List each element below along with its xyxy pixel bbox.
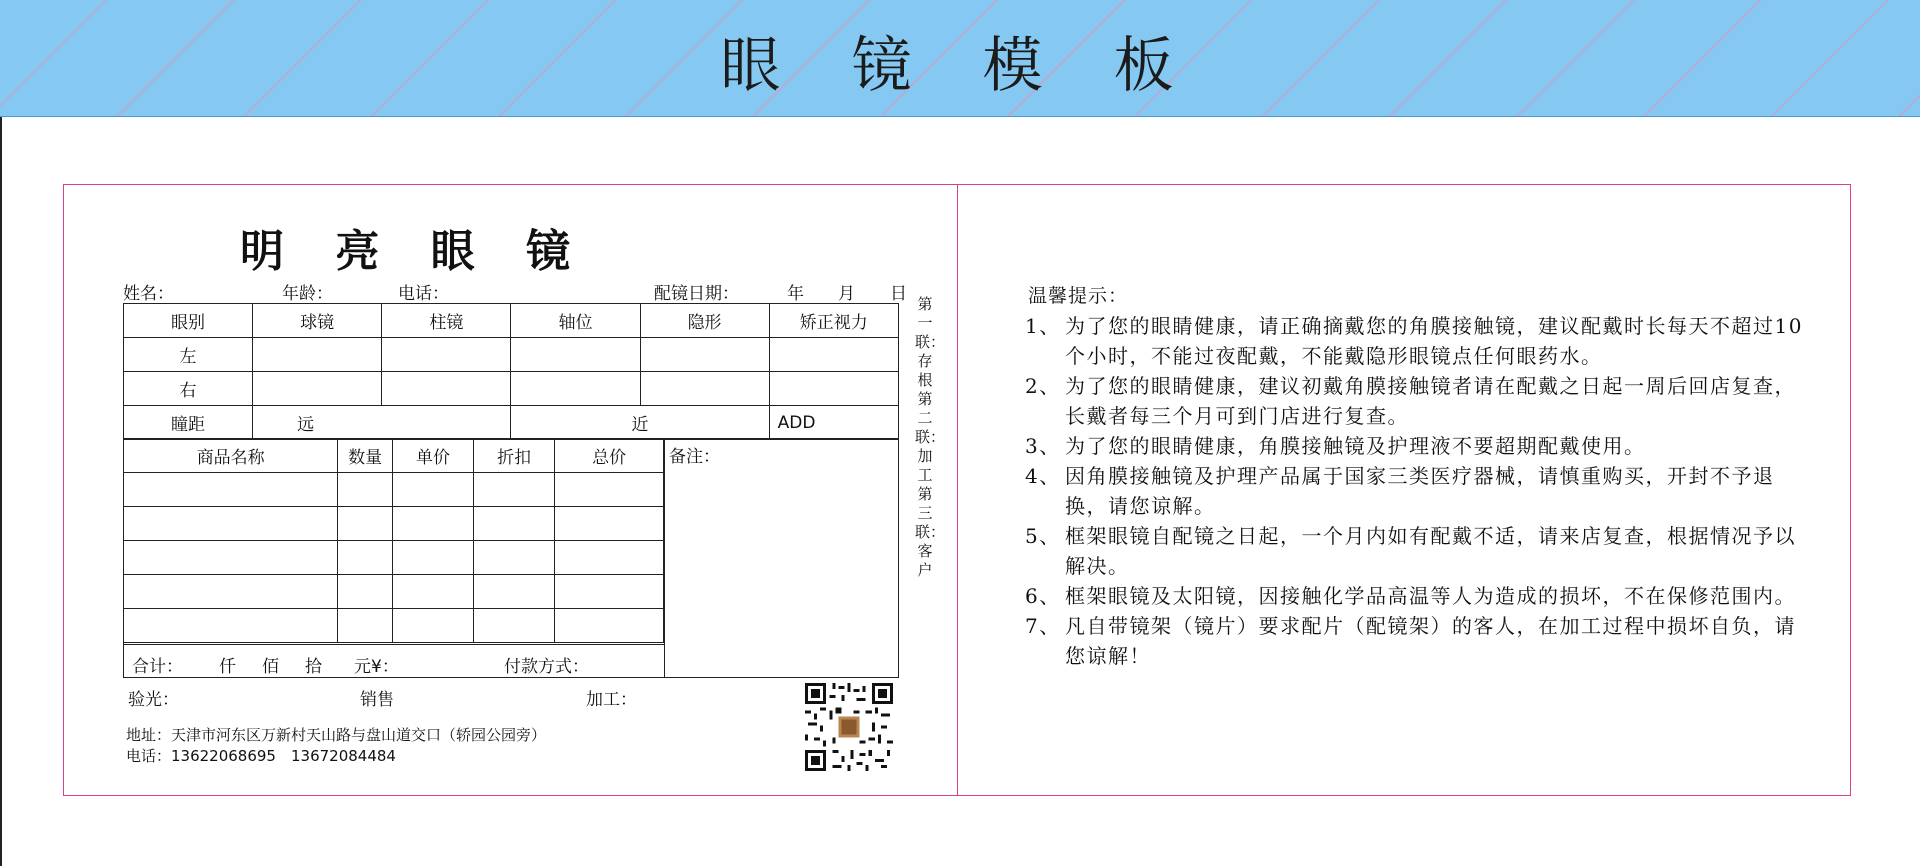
rx-header-cell: 柱镜	[382, 304, 511, 338]
shi-label: 拾	[305, 657, 322, 677]
yuan-label: 元¥：	[354, 657, 399, 677]
month-label: 月	[838, 284, 855, 304]
rx-cell[interactable]	[253, 372, 382, 406]
rx-header-cell: 眼别	[124, 304, 253, 338]
goods-cell[interactable]	[474, 473, 555, 507]
goods-cell[interactable]	[474, 507, 555, 541]
tip-text: 为了您的眼睛健康，建议初戴角膜接触镜者请在配戴之日起一周后回店复查，长戴者每三个月可到门店进行复查。	[1065, 374, 1796, 428]
pd-label: 瞳距	[124, 406, 253, 440]
tip-item	[1025, 521, 1815, 581]
tip-text: 框架眼镜自配镜之日起，一个月内如有配戴不适，请来店复查，根据情况予以解决。	[1065, 524, 1796, 578]
goods-header-cell: 商品名称	[124, 439, 338, 473]
copies-vertical-label: 第一联：存根 第二联：加工 第三联：客户	[915, 295, 946, 579]
total-label: 合计：	[132, 657, 183, 677]
bai-label: 佰	[262, 657, 279, 677]
tip-item	[1025, 371, 1815, 431]
goods-cell[interactable]	[474, 541, 555, 575]
pd-far-label: 远	[253, 406, 511, 440]
rx-cell[interactable]	[769, 338, 898, 372]
tip-number: 1、	[1025, 314, 1061, 338]
goods-cell[interactable]	[392, 541, 473, 575]
goods-cell[interactable]	[392, 507, 473, 541]
goods-cell[interactable]	[338, 609, 393, 643]
goods-cell[interactable]	[392, 609, 473, 643]
payment-label: 付款方式：	[504, 657, 589, 677]
goods-cell[interactable]	[474, 609, 555, 643]
tip-text: 因角膜接触镜及护理产品属于国家三类医疗器械，请慎重购买，开封不予退换，请您谅解。	[1065, 464, 1775, 518]
tip-number: 5、	[1025, 524, 1061, 548]
rx-eye-label: 左	[124, 338, 253, 372]
remarks-label: 备注：	[669, 447, 720, 467]
rx-header-cell: 矫正视力	[769, 304, 898, 338]
tip-text: 为了您的眼睛健康，角膜接触镜及护理液不要超期配戴使用。	[1065, 434, 1646, 458]
shop-name: 明 亮 眼 镜	[240, 226, 588, 277]
address: 地址：天津市河东区万新村天山路与盘山道交口（轿园公园旁）	[126, 726, 547, 744]
goods-cell[interactable]	[555, 473, 664, 507]
goods-cell[interactable]	[555, 609, 664, 643]
optometry-label: 验光：	[128, 690, 179, 710]
goods-cell[interactable]	[474, 575, 555, 609]
goods-section	[123, 438, 899, 678]
goods-row	[124, 473, 664, 507]
tips-title: 温馨提示：	[1028, 285, 1129, 307]
tip-item	[1025, 581, 1815, 611]
goods-header-cell: 数量	[338, 439, 393, 473]
rx-cell[interactable]	[769, 372, 898, 406]
goods-row	[124, 609, 664, 643]
date-label: 配镜日期：	[654, 284, 739, 304]
goods-cell[interactable]	[124, 473, 338, 507]
tip-number: 3、	[1025, 434, 1061, 458]
tip-text: 凡自带镜架（镜片）要求配片（配镜架）的客人，在加工过程中损坏自负，请您谅解！	[1065, 614, 1796, 668]
goods-cell[interactable]	[392, 473, 473, 507]
goods-table	[123, 438, 664, 643]
header-banner	[0, 0, 1920, 117]
goods-cell[interactable]	[338, 507, 393, 541]
goods-cell[interactable]	[555, 507, 664, 541]
rx-cell[interactable]	[511, 338, 640, 372]
day-label: 日	[890, 284, 907, 304]
rx-cell[interactable]	[382, 338, 511, 372]
banner-title: 眼 镜 模 板	[720, 31, 1200, 101]
rx-header-cell: 球镜	[253, 304, 382, 338]
goods-header-cell: 折扣	[474, 439, 555, 473]
rx-row-right	[124, 372, 899, 406]
goods-cell[interactable]	[338, 541, 393, 575]
rx-row-left	[124, 338, 899, 372]
tip-number: 7、	[1025, 614, 1061, 638]
tip-text: 框架眼镜及太阳镜，因接触化学品高温等人为造成的损坏，不在保修范围内。	[1065, 584, 1796, 608]
goods-header-cell: 总价	[555, 439, 664, 473]
sales-label: 销售	[360, 690, 394, 710]
phone-label: 电话：	[398, 284, 449, 304]
rx-cell[interactable]	[640, 338, 769, 372]
tip-item	[1025, 311, 1815, 371]
rx-row-pd	[124, 406, 899, 440]
name-label: 姓名：	[123, 284, 174, 304]
goods-cell[interactable]	[124, 575, 338, 609]
rx-cell[interactable]	[511, 372, 640, 406]
pd-near-label: 近	[511, 406, 769, 440]
tip-number: 4、	[1025, 464, 1061, 488]
age-label: 年龄：	[282, 284, 333, 304]
tips-list	[1025, 311, 1815, 671]
rx-header-cell: 隐形	[640, 304, 769, 338]
prescription-card	[63, 184, 958, 796]
add-label: ADD	[769, 406, 898, 440]
phone-numbers: 电话：13622068695 13672084484	[126, 747, 396, 765]
total-row	[124, 644, 664, 679]
tip-number: 6、	[1025, 584, 1061, 608]
tip-text: 为了您的眼睛健康，请正确摘戴您的角膜接触镜，建议配戴时长每天不超过10个小时，不能过夜配戴，不能戴隐形眼镜点任何眼药水。	[1065, 314, 1803, 368]
processing-label: 加工：	[586, 690, 637, 710]
goods-header-row	[124, 439, 664, 473]
goods-cell[interactable]	[124, 609, 338, 643]
rx-header-row	[124, 304, 899, 338]
rx-eye-label: 右	[124, 372, 253, 406]
goods-header-cell: 单价	[392, 439, 473, 473]
qr-code	[805, 683, 893, 771]
goods-cell[interactable]	[124, 541, 338, 575]
year-label: 年	[787, 284, 804, 304]
goods-cell[interactable]	[392, 575, 473, 609]
qian-label: 仟	[219, 657, 236, 677]
goods-row	[124, 575, 664, 609]
goods-row	[124, 541, 664, 575]
goods-row	[124, 507, 664, 541]
tips-panel	[957, 184, 1851, 796]
goods-cell[interactable]	[338, 575, 393, 609]
goods-cell[interactable]	[124, 507, 338, 541]
rx-cell[interactable]	[253, 338, 382, 372]
tip-number: 2、	[1025, 374, 1061, 398]
tip-item	[1025, 431, 1815, 461]
prescription-table	[123, 303, 899, 440]
rx-header-cell: 轴位	[511, 304, 640, 338]
rx-cell[interactable]	[640, 372, 769, 406]
goods-cell[interactable]	[555, 541, 664, 575]
remarks-box[interactable]	[664, 438, 900, 678]
tip-item	[1025, 611, 1815, 671]
goods-cell[interactable]	[338, 473, 393, 507]
rx-cell[interactable]	[382, 372, 511, 406]
left-frame-line	[0, 0, 2, 866]
tip-item	[1025, 461, 1815, 521]
goods-cell[interactable]	[555, 575, 664, 609]
